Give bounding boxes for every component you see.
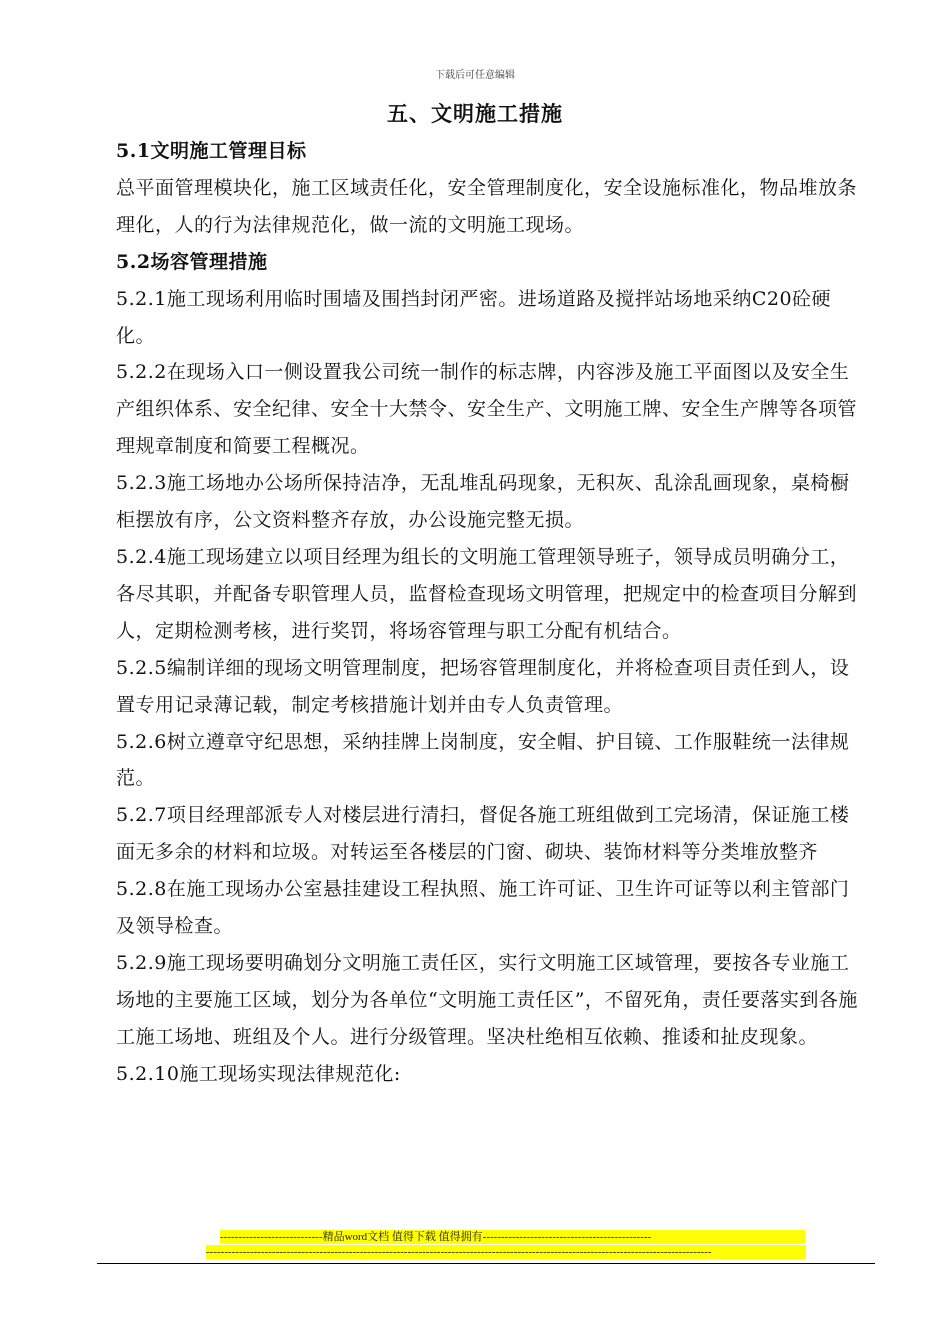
- paragraph-5-2-1: 5.2.1施工现场利用临时围墙及围挡封闭严密。进场道路及搅拌站场地采纳C20砼硬化。: [116, 287, 832, 347]
- section-heading-5-1: 5.1文明施工管理目标: [116, 140, 307, 162]
- paragraph-goal: 总平面管理模块化，施工区域责任化，安全管理制度化，安全设施标准化，物品堆放条理化，人的行为法律规范化，做一流的文明施工现场。: [116, 176, 858, 236]
- paragraph-5-2-8: 5.2.8在施工现场办公室悬挂建设工程执照、施工许可证、卫生许可证等以利主管部门及领导检查。: [116, 878, 850, 938]
- section-heading-5-2: 5.2场容管理措施: [116, 250, 268, 273]
- footer-banner-line-1: ----------------------------精品word文档 值得下载 值得拥有----------------------------------------------: [220, 1230, 805, 1244]
- document-title: 五、文明施工措施: [387, 101, 563, 126]
- paragraph-5-2-6: 5.2.6树立遵章守纪思想，采纳挂牌上岗制度，安全帽、护目镜、工作服鞋统一法律规范。: [116, 730, 850, 790]
- paragraph-5-2-10: 5.2.10施工现场实现法律规范化:: [116, 1062, 401, 1085]
- paragraph-5-2-2: 5.2.2在现场入口一侧设置我公司统一制作的标志牌，内容涉及施工平面图以及安全生产组织体系、安全纪律、安全十大禁令、安全生产、文明施工牌、安全生产牌等各项管理规章制度和简要工程概况。: [116, 361, 858, 458]
- header-note: 下载后可任意编辑: [435, 70, 515, 81]
- paragraph-5-2-7: 5.2.7项目经理部派专人对楼层进行清扫，督促各施工班组做到工完场清，保证施工楼面无多余的材料和垃圾。对转运至各楼层的门窗、砌块、装饰材料等分类堆放整齐: [116, 804, 850, 864]
- footer-divider: [97, 1263, 875, 1264]
- paragraph-5-2-5: 5.2.5编制详细的现场文明管理制度，把场容管理制度化，并将检查项目责任到人，设置专用记录薄记载，制定考核措施计划并由专人负责管理。: [116, 656, 850, 716]
- paragraph-5-2-9: 5.2.9施工现场要明确划分文明施工责任区，实行文明施工区域管理，要按各专业施工场地的主要施工区域，划分为各单位“文明施工责任区”，不留死角，责任要落实到各施工施工场地、班组及个人。进行分级管理。坚决杜绝相互依赖、推诿和扯皮现象。: [116, 951, 858, 1048]
- document-body: [116, 133, 864, 1093]
- paragraph-5-2-3: 5.2.3施工场地办公场所保持洁净，无乱堆乱码现象，无积灰、乱涂乱画现象，桌椅橱柜摆放有序，公文资料整齐存放，办公设施完整无损。: [116, 472, 850, 532]
- paragraph-5-2-4: 5.2.4施工现场建立以项目经理为组长的文明施工管理领导班子，领导成员明确分工，各尽其职，并配备专职管理人员，监督检查现场文明管理，把规定中的检查项目分解到人，定期检测考核，进行奖罚，将场容管理与职工分配有机结合。: [116, 545, 858, 642]
- footer-banner-line-2: ------------------------------------------------------------------------------------------------------------------------------------------: [206, 1245, 806, 1259]
